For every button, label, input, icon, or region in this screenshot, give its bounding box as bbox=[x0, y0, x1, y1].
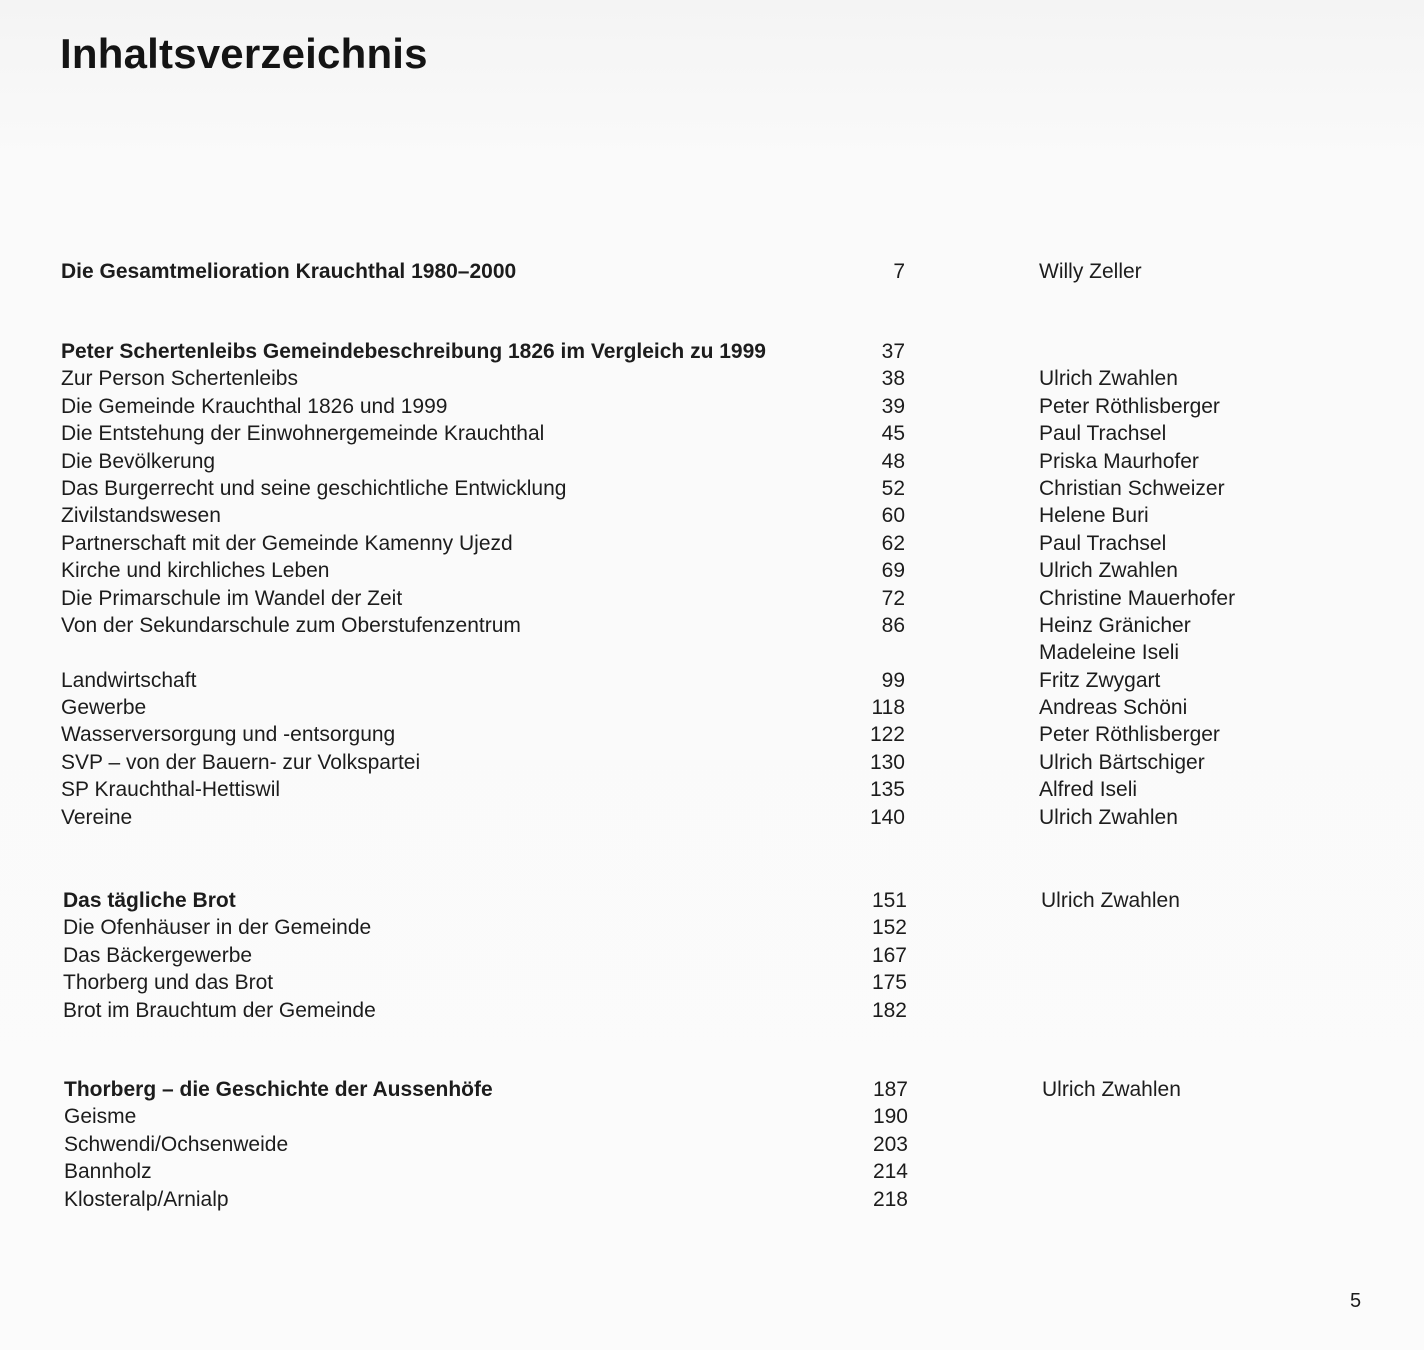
toc-entry bbox=[63, 997, 1363, 1024]
entry-author: Priska Maurhofer bbox=[1039, 449, 1199, 473]
entry-author: Heinz Gränicher bbox=[1039, 613, 1191, 637]
entry-page-number: 72 bbox=[881, 586, 905, 610]
entry-author: Alfred Iseli bbox=[1039, 778, 1138, 802]
entry-title: Klosteralp/Arnialp bbox=[64, 1187, 229, 1211]
entry-page-number: 86 bbox=[881, 613, 905, 637]
toc-section bbox=[64, 1076, 1364, 1213]
entry-title: Gewerbe bbox=[61, 696, 147, 720]
entry-author: Paul Trachsel bbox=[1039, 531, 1167, 555]
toc-entry bbox=[64, 1158, 1364, 1185]
entry-title: Die Entstehung der Einwohnergemeinde Krauchthal bbox=[61, 422, 545, 446]
toc-section-heading bbox=[61, 338, 1361, 365]
entry-page-number: 214 bbox=[872, 1160, 908, 1184]
toc-entry bbox=[61, 776, 1361, 803]
entry-title: Wasserversorgung und -entsorgung bbox=[61, 723, 396, 747]
entry-title: Das Bäckergewerbe bbox=[63, 943, 253, 967]
entry-title: Vereine bbox=[61, 805, 133, 829]
toc-entry bbox=[61, 694, 1361, 721]
entry-title: Die Gesamtmelioration Krauchthal 1980–2000 bbox=[61, 260, 517, 283]
entry-author: Willy Zeller bbox=[1039, 260, 1142, 283]
entry-author: Ulrich Zwahlen bbox=[1039, 805, 1178, 829]
entry-author: Andreas Schöni bbox=[1039, 696, 1188, 720]
entry-title: Die Ofenhäuser in der Gemeinde bbox=[63, 916, 372, 940]
entry-page-number: 48 bbox=[881, 449, 905, 473]
entry-page-number: 182 bbox=[871, 998, 907, 1022]
entry-page-number: 140 bbox=[869, 805, 905, 829]
entry-page-number: 187 bbox=[872, 1078, 908, 1101]
entry-page-number: 45 bbox=[881, 422, 905, 446]
toc-entry bbox=[61, 639, 1361, 666]
entry-title: Brot im Brauchtum der Gemeinde bbox=[63, 998, 376, 1022]
entry-author: Fritz Zwygart bbox=[1039, 668, 1161, 692]
toc-entry bbox=[61, 557, 1361, 584]
entry-title: Bannholz bbox=[64, 1160, 152, 1184]
entry-title: Die Bevölkerung bbox=[61, 449, 216, 473]
toc-section bbox=[63, 887, 1363, 1024]
toc-entry bbox=[61, 393, 1361, 420]
page-number: 5 bbox=[1350, 1290, 1362, 1312]
toc-section bbox=[61, 258, 1361, 285]
entry-title: Die Primarschule im Wandel der Zeit bbox=[61, 586, 403, 610]
toc-entry bbox=[61, 804, 1361, 831]
entry-page-number: 122 bbox=[869, 723, 905, 747]
entry-author: Ulrich Zwahlen bbox=[1039, 367, 1178, 391]
toc-entry bbox=[64, 1103, 1364, 1130]
entry-page-number: 190 bbox=[872, 1105, 908, 1129]
entry-page-number: 39 bbox=[881, 394, 905, 418]
entry-title: Zur Person Schertenleibs bbox=[61, 367, 298, 391]
toc-entry bbox=[63, 914, 1363, 941]
entry-title: Kirche und kirchliches Leben bbox=[61, 559, 330, 583]
toc-entry bbox=[61, 721, 1361, 748]
entry-page-number: 62 bbox=[881, 531, 905, 555]
toc-entry bbox=[61, 612, 1361, 639]
entry-title: Von der Sekundarschule zum Oberstufenzentrum bbox=[61, 613, 521, 637]
toc-entry bbox=[64, 1131, 1364, 1158]
entry-page-number: 118 bbox=[871, 696, 905, 720]
toc-entry bbox=[61, 448, 1361, 475]
toc-entry bbox=[61, 530, 1361, 557]
entry-author: Paul Trachsel bbox=[1039, 422, 1167, 446]
toc-entry bbox=[61, 585, 1361, 612]
entry-title: Das Burgerrecht und seine geschichtliche Entwicklung bbox=[61, 476, 567, 500]
entry-title: Thorberg und das Brot bbox=[63, 971, 274, 995]
toc-entry bbox=[61, 667, 1361, 694]
entry-author: Peter Röthlisberger bbox=[1039, 723, 1220, 747]
entry-title: Thorberg – die Geschichte der Aussenhöfe bbox=[64, 1078, 493, 1101]
entry-title: Peter Schertenleibs Gemeindebeschreibung 1826 im Vergleich zu 1999 bbox=[61, 340, 766, 363]
entry-title: Schwendi/Ochsenweide bbox=[64, 1132, 289, 1156]
toc-entry bbox=[63, 969, 1363, 996]
entry-title: Die Gemeinde Krauchthal 1826 und 1999 bbox=[61, 394, 448, 418]
entry-author: Ulrich Zwahlen bbox=[1039, 559, 1178, 583]
entry-title: Partnerschaft mit der Gemeinde Kamenny Ujezd bbox=[61, 531, 513, 555]
toc-entry bbox=[61, 475, 1361, 502]
entry-title: SVP – von der Bauern- zur Volkspartei bbox=[61, 750, 421, 774]
entry-author: Ulrich Zwahlen bbox=[1041, 889, 1180, 912]
entry-author: Christine Mauerhofer bbox=[1039, 586, 1236, 610]
entry-author: Christian Schweizer bbox=[1039, 476, 1225, 500]
entry-title: Landwirtschaft bbox=[61, 668, 197, 692]
entry-title: SP Krauchthal-Hettiswil bbox=[61, 778, 281, 802]
entry-page-number: 38 bbox=[881, 367, 905, 391]
toc-entry bbox=[61, 502, 1361, 529]
toc-entry bbox=[61, 749, 1361, 776]
entry-page-number: 69 bbox=[881, 559, 905, 583]
entry-title: Das tägliche Brot bbox=[63, 889, 236, 912]
toc-entry bbox=[63, 942, 1363, 969]
entry-page-number: 52 bbox=[881, 476, 905, 500]
toc-entry bbox=[61, 365, 1361, 392]
entry-title: Geisme bbox=[64, 1105, 137, 1129]
toc-section-heading bbox=[63, 887, 1363, 914]
entry-author: Helene Buri bbox=[1039, 504, 1149, 528]
entry-title: Zivilstandswesen bbox=[61, 504, 221, 528]
toc-entry bbox=[61, 420, 1361, 447]
entry-page-number: 151 bbox=[871, 889, 907, 912]
toc-section-heading bbox=[61, 258, 1361, 285]
entry-author: Peter Röthlisberger bbox=[1039, 394, 1220, 418]
entry-page-number: 167 bbox=[871, 943, 907, 967]
toc-entry bbox=[64, 1186, 1364, 1213]
entry-page-number: 60 bbox=[881, 504, 905, 528]
entry-page-number: 203 bbox=[872, 1132, 908, 1156]
entry-page-number: 152 bbox=[871, 916, 907, 940]
entry-author: Ulrich Zwahlen bbox=[1042, 1078, 1181, 1101]
entry-page-number: 135 bbox=[869, 778, 905, 802]
entry-page-number: 175 bbox=[871, 971, 907, 995]
entry-author: Ulrich Bärtschiger bbox=[1039, 750, 1205, 774]
entry-page-number: 130 bbox=[869, 750, 905, 774]
entry-author: Madeleine Iseli bbox=[1039, 641, 1180, 665]
toc-section-heading bbox=[64, 1076, 1364, 1103]
entry-page-number: 37 bbox=[881, 340, 905, 363]
page-title: Inhaltsverzeichnis bbox=[60, 30, 428, 77]
entry-page-number: 218 bbox=[872, 1187, 908, 1211]
entry-page-number: 7 bbox=[893, 260, 905, 283]
entry-page-number: 99 bbox=[881, 668, 905, 692]
toc-section bbox=[61, 338, 1361, 831]
